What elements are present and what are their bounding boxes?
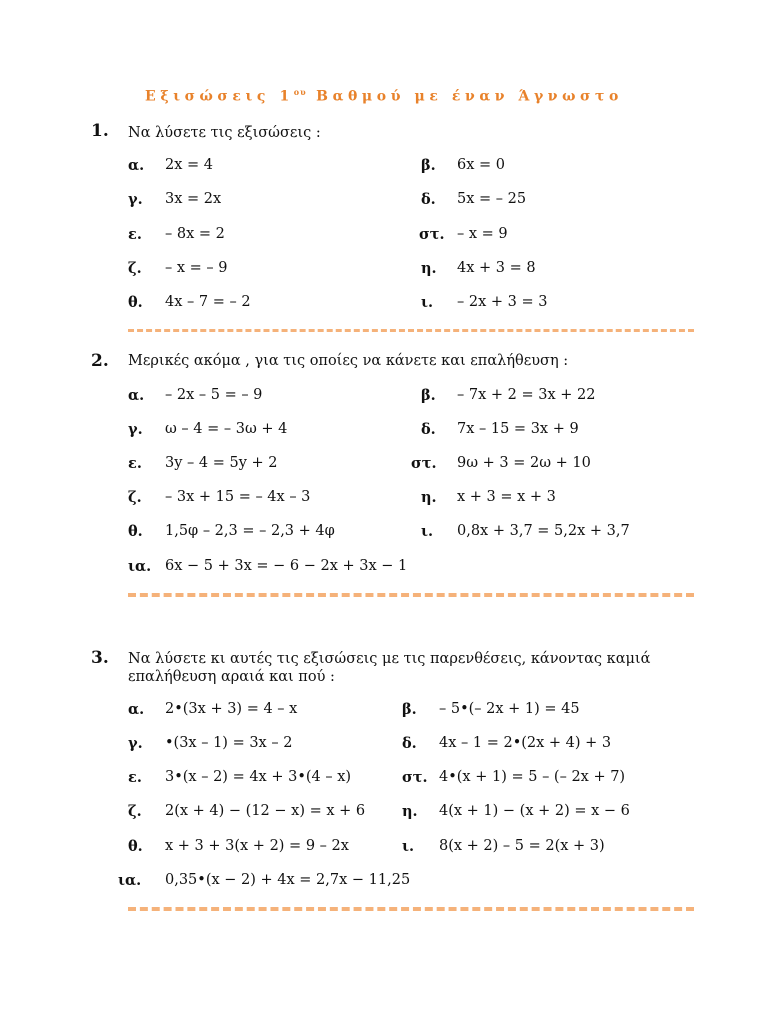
s3-equation-c: •(3x – 1) = 3x – 2 — [165, 735, 293, 751]
s3-equation-h: 4(x + 1) − (x + 2) = x − 6 — [439, 803, 630, 819]
s1-equation-e: – 8x = 2 — [165, 226, 225, 242]
section-divider — [128, 329, 694, 332]
s2-label-c: γ. — [128, 421, 143, 438]
s1-label-h: η. — [421, 260, 437, 277]
s2-label-z: ζ. — [128, 489, 142, 506]
s3-equation-d: 4x – 1 = 2•(2x + 4) + 3 — [439, 735, 612, 751]
s1-equation-a: 2x = 4 — [165, 157, 213, 173]
section-2-instruction: Μερικές ακόμα , για τις οποίες να κάνετε και επαλήθευση : — [128, 353, 569, 369]
s2-equation-th: 1,5φ – 2,3 = – 2,3 + 4φ — [165, 523, 335, 539]
s1-label-th: θ. — [128, 294, 143, 311]
s3-equation-a: 2•(3x + 3) = 4 – x — [165, 701, 298, 717]
s3-label-c: γ. — [128, 735, 143, 752]
s1-label-d: δ. — [421, 191, 436, 208]
s1-label-e: ε. — [128, 226, 142, 243]
s1-equation-d: 5x = – 25 — [457, 191, 527, 207]
s2-label-ia: ια. — [128, 558, 152, 575]
s3-equation-z: 2(x + 4) − (12 − x) = x + 6 — [165, 803, 366, 819]
s3-equation-th: x + 3 + 3(x + 2) = 9 – 2x — [165, 838, 349, 854]
s3-label-i: ι. — [402, 838, 415, 855]
section-3-instruction: Να λύσετε κι αυτές τις εξισώσεις με τις παρενθέσεις, κάνοντας καμιά επαλήθευση αραιά και πού : — [128, 651, 651, 685]
s2-equation-st: 9ω + 3 = 2ω + 10 — [457, 455, 591, 471]
s1-equation-z: – x = – 9 — [165, 260, 228, 276]
s3-equation-b: – 5•(– 2x + 1) = 45 — [439, 701, 580, 717]
s3-label-z: ζ. — [128, 803, 142, 820]
s2-label-d: δ. — [421, 421, 436, 438]
s3-equation-e: 3•(x – 2) = 4x + 3•(4 – x) — [165, 769, 352, 785]
s2-label-th: θ. — [128, 523, 143, 540]
s2-label-h: η. — [421, 489, 437, 506]
s1-label-a: α. — [128, 157, 145, 174]
page-title — [0, 87, 768, 105]
s2-label-a: α. — [128, 387, 145, 404]
s3-equation-st: 4•(x + 1) = 5 – (– 2x + 7) — [439, 769, 626, 785]
s1-label-z: ζ. — [128, 260, 142, 277]
s2-equation-e: 3y – 4 = 5y + 2 — [165, 455, 278, 471]
s2-label-e: ε. — [128, 455, 142, 472]
s1-equation-b: 6x = 0 — [457, 157, 505, 173]
s3-equation-i: 8(x + 2) – 5 = 2(x + 3) — [439, 838, 605, 854]
s2-label-i: ι. — [421, 523, 434, 540]
section-divider — [128, 593, 694, 597]
s2-equation-ia: 6x − 5 + 3x = − 6 − 2x + 3x − 1 — [165, 558, 408, 574]
s3-label-h: η. — [402, 803, 418, 820]
title-text: Εξισώσεις 1 — [145, 88, 294, 105]
s3-label-b: β. — [402, 701, 417, 718]
s1-label-c: γ. — [128, 191, 143, 208]
section-3-number: 3. — [91, 648, 109, 668]
title-superscript: ου — [293, 87, 307, 97]
s2-equation-a: – 2x – 5 = – 9 — [165, 387, 263, 403]
s1-equation-th: 4x – 7 = – 2 — [165, 294, 251, 310]
s1-equation-c: 3x = 2x — [165, 191, 222, 207]
s2-equation-z: – 3x + 15 = – 4x – 3 — [165, 489, 311, 505]
s3-label-e: ε. — [128, 769, 142, 786]
s3-label-a: α. — [128, 701, 145, 718]
s2-equation-i: 0,8x + 3,7 = 5,2x + 3,7 — [457, 523, 630, 539]
s3-equation-ia: 0,35•(x − 2) + 4x = 2,7x − 11,25 — [165, 872, 411, 888]
s2-label-st: στ. — [411, 455, 437, 472]
s1-equation-i: – 2x + 3 = 3 — [457, 294, 548, 310]
s3-label-st: στ. — [402, 769, 428, 786]
s2-equation-d: 7x – 15 = 3x + 9 — [457, 421, 579, 437]
section-1-number: 1. — [91, 121, 109, 141]
s2-equation-h: x + 3 = x + 3 — [457, 489, 556, 505]
s3-label-th: θ. — [128, 838, 143, 855]
s3-label-ia: ια. — [118, 872, 142, 889]
s3-label-d: δ. — [402, 735, 417, 752]
s2-equation-b: – 7x + 2 = 3x + 22 — [457, 387, 596, 403]
title-rest: Βαθμού με έναν Άγνωστο — [306, 88, 623, 105]
section-2-number: 2. — [91, 351, 109, 371]
s1-equation-h: 4x + 3 = 8 — [457, 260, 536, 276]
s1-equation-st: – x = 9 — [457, 226, 508, 242]
s1-label-b: β. — [421, 157, 436, 174]
s2-equation-c: ω – 4 = – 3ω + 4 — [165, 421, 288, 437]
s1-label-i: ι. — [421, 294, 434, 311]
s2-label-b: β. — [421, 387, 436, 404]
section-1-instruction: Να λύσετε τις εξισώσεις : — [128, 125, 321, 141]
section-divider — [128, 907, 694, 911]
s1-label-st: στ. — [419, 226, 445, 243]
